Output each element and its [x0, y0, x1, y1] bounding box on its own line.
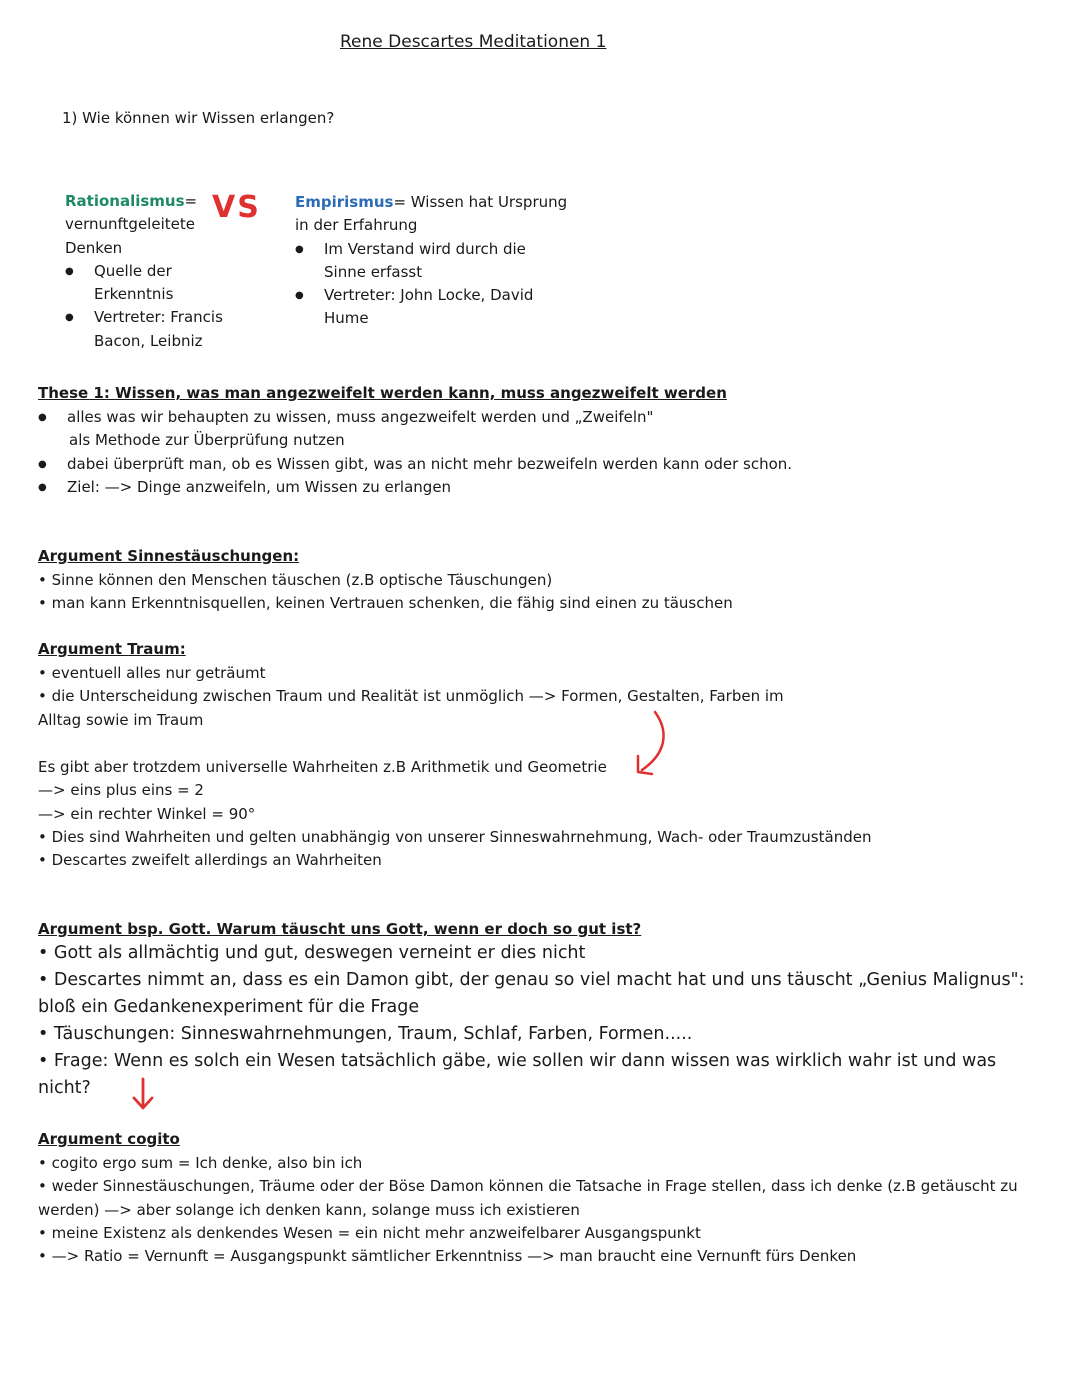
vs-label: VS	[212, 190, 261, 225]
sinn-heading: Argument Sinnestäuschungen:	[38, 547, 300, 565]
these-heading: These 1: Wissen, was man angezweifelt werden kann, muss angezweifelt werden	[38, 384, 727, 402]
question: 1) Wie können wir Wissen erlangen?	[62, 109, 335, 127]
list-item: ● Quelle der Erkenntnis	[65, 260, 223, 307]
rationalism-block: Rationalismus= vernunftgeleitete Denken ● Quelle der Erkenntnis ● Vertreter: Francis Bacon, Leibniz	[65, 190, 223, 353]
cogito-heading: Argument cogito	[38, 1130, 180, 1148]
page-title: Rene Descartes Meditationen 1	[340, 32, 607, 52]
cogito-list: • cogito ergo sum = Ich denke, also bin ich • weder Sinnestäuschungen, Träume oder der Böse Damon können die Tatsache in Frage stellen, dass ich denke (z.B getäuscht zu werden) —> aber solange ich denken kann, solange muss ich existieren • meine Existenz als denkendes Wesen = ein nicht mehr anzweifelbarer Ausgangspunkt • —> Ratio = Vernunft = Ausgangspunkt sämtlicher Erkenntniss —> man braucht eine Vernunft fürs Denken	[38, 1154, 1018, 1266]
down-arrow-icon	[130, 1076, 156, 1112]
gott-list: • Gott als allmächtig und gut, deswegen verneint er dies nicht • Descartes nimmt an, dass es ein Damon gibt, der genau so viel macht hat und uns täuscht „Genius Malignus": bloß ein Gedankenexperiment für die Frage • Täuschungen: Sinneswahrnehmungen, Traum, Schlaf, Farben, Formen..... • Frage: Wenn es solch ein Wesen tatsächlich gäbe, wie sollen wir dann wissen was wirklich wahr ist und was nicht?	[38, 943, 1025, 1098]
empiricism-block: Empirismus= Wissen hat Ursprung in der Erfahrung ● Im Verstand wird durch die Sinne erfasst ● Vertreter: John Locke, David Hume	[295, 191, 567, 331]
rationalism-term: Rationalismus	[65, 192, 185, 210]
gott-heading: Argument bsp. Gott. Warum täuscht uns Gott, wenn er doch so gut ist?	[38, 920, 642, 938]
traum-heading: Argument Traum:	[38, 640, 186, 658]
list-item: ● Vertreter: Francis Bacon, Leibniz	[65, 306, 223, 353]
list-item: ● Vertreter: John Locke, David Hume	[295, 284, 567, 331]
sinn-list: • Sinne können den Menschen täuschen (z.B optische Täuschungen) • man kann Erkenntnisquellen, keinen Vertrauen schenken, die fähig sind einen zu täuschen	[38, 571, 733, 613]
list-item: ● Im Verstand wird durch die Sinne erfasst	[295, 238, 567, 285]
traum-list: • eventuell alles nur geträumt • die Unterscheidung zwischen Traum und Realität ist unmöglich —> Formen, Gestalten, Farben im Alltag sowie im Traum	[38, 664, 784, 729]
wahrheiten-list: Es gibt aber trotzdem universelle Wahrheiten z.B Arithmetik und Geometrie —> eins plus eins = 2 —> ein rechter Winkel = 90° • Dies sind Wahrheiten und gelten unabhängig von unserer Sinneswahrnehmung, Wach- oder Traumzuständen • Descartes zweifelt allerdings an Wahrheiten	[38, 758, 872, 870]
these-list: ● alles was wir behaupten zu wissen, muss angezweifelt werden und „Zweifeln" als Methode zur Überprüfung nutzen ● dabei überprüft man, ob es Wissen gibt, was an nicht mehr bezweifeln werden kann oder schon. ● Ziel: —> Dinge anzweifeln, um Wissen zu erlangen	[38, 408, 793, 496]
empiricism-term: Empirismus	[295, 193, 394, 211]
